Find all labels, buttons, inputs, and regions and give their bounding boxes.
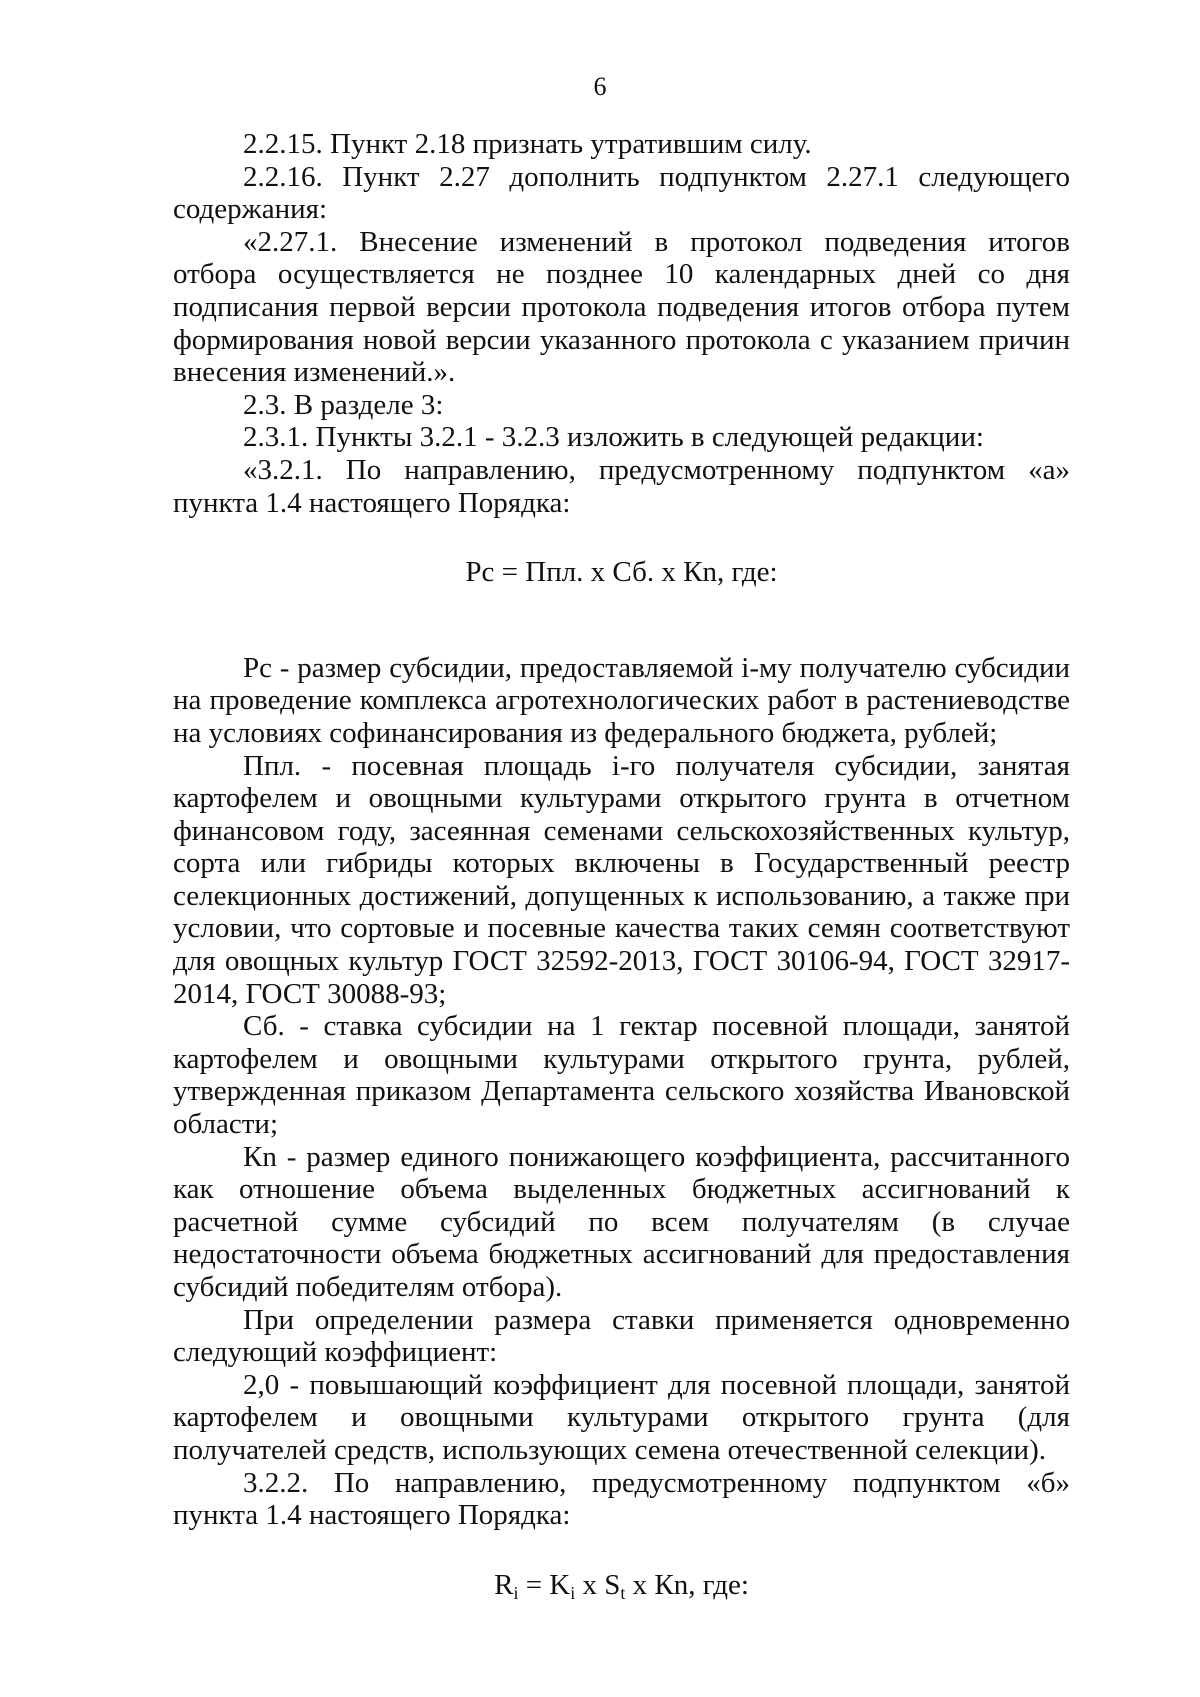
paragraph-3-2-2: 3.2.2. По направлению, предусмотренному подпунктом «б» пункта 1.4 настоящего Порядка: <box>173 1466 1070 1532</box>
paragraph-2-3-1: 2.3.1. Пункты 3.2.1 - 3.2.3 изложить в следующей редакции: <box>243 421 984 454</box>
formula-st-subscript: t <box>620 1582 626 1603</box>
formula-ki-subscript: i <box>570 1582 576 1603</box>
formula-subsidy-rs: Рс = Ппл. х Сб. х Кn, где: <box>465 556 778 589</box>
formula-st-symbol: x S <box>575 1568 621 1601</box>
formula-ki-symbol: = K <box>518 1568 571 1601</box>
definition-ppl: Ппл. - посевная площадь i-го получателя субсидии, занятая картофелем и овощными культурами открытого грунта в отчетном финансовом году, засеянная семенами сельскохозяйственных культур, сорта или гибриды которых включены в Государственный реестр селекционных достижений, допущенных к использованию, а также при условии, что сортовые и посевные качества таких семян соответствуют для овощных культур ГОСТ 32592-2013, ГОСТ 30106-94, ГОСТ 32917-2014, ГОСТ 30088-93; <box>173 749 1070 1010</box>
formula-subsidy-ri <box>173 1532 1070 1602</box>
paragraph-2-2-15: 2.2.15. Пункт 2.18 признать утратившим силу. <box>243 128 812 160</box>
page-number: 6 <box>593 72 607 101</box>
paragraph-rate-coefficient: При определении размера ставки применяется одновременно следующий коэффициент: <box>173 1303 1070 1369</box>
paragraph-2-2-16: 2.2.16. Пункт 2.27 дополнить подпунктом 2.27.1 следующего содержания: <box>173 160 1070 226</box>
document-body <box>173 128 1070 1601</box>
definition-sb: Сб. - ставка субсидии на 1 гектар посевной площади, занятой картофелем и овощными культурами открытого грунта, рублей, утвержденная приказом Департамента сельского хозяйства Ивановской области; <box>173 1010 1070 1141</box>
definition-kn: Кn - размер единого понижающего коэффициента, рассчитанного как отношение объема выделенных бюджетных ассигнований к расчетной сумме субсидий по всем получателям (в случае недостаточности объема бюджетных ассигнований для предоставления субсидий победителям отбора). <box>173 1140 1070 1303</box>
paragraph-increasing-coefficient: 2,0 - повышающий коэффициент для посевной площади, занятой картофелем и овощными культурами открытого грунта (для получателей средств, использующих семена отечественной селекции). <box>173 1368 1070 1466</box>
formula-ri-tail: x Кn, где: <box>625 1568 749 1601</box>
definition-rs: Рс - размер субсидии, предоставляемой i-му получателю субсидии на проведение комплекса агротехнологических работ в растениеводстве на условиях софинансирования из федерального бюджета, рублей; <box>173 651 1070 749</box>
paragraph-3-2-1: «3.2.1. По направлению, предусмотренному подпунктом «а» пункта 1.4 настоящего Порядка: <box>173 453 1070 519</box>
paragraph-2-3: 2.3. В разделе 3: <box>243 388 444 421</box>
formula-ri-subscript: i <box>513 1582 519 1603</box>
paragraph-2-27-1-quote: «2.27.1. Внесение изменений в протокол подведения итогов отбора осуществляется не позднее 10 календарных дней со дня подписания первой версии протокола подведения итогов отбора путем формирования новой версии указанного протокола с указанием причин внесения изменений.». <box>173 225 1070 389</box>
formula-ri-symbol: R <box>494 1568 514 1601</box>
